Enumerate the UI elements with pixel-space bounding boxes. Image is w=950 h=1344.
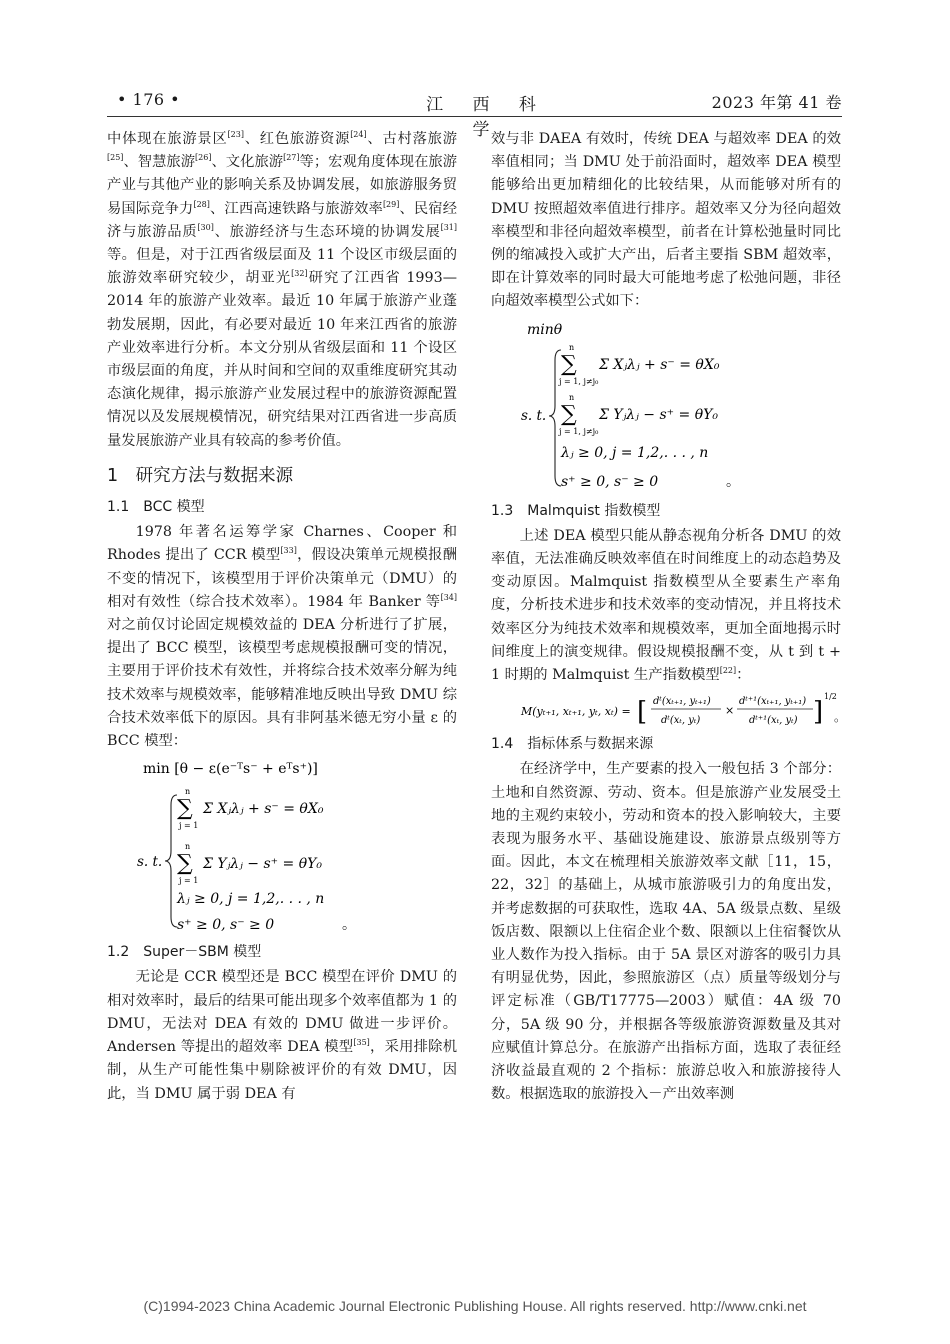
malm-exponent: 1/2 [824, 692, 837, 702]
left-column [107, 128, 457, 1106]
sbm-constraint-3: λⱼ ≥ 0, j = 1,2,. . . , n [561, 444, 709, 461]
citation[interactable]: [30] [197, 222, 214, 232]
malm-den-1: dᵗ(xₜ, yₜ) [661, 715, 701, 727]
citation[interactable]: [35] [353, 1038, 370, 1048]
bcc-objective: min [θ − ε(e⁻ᵀs⁻ + eᵀs⁺)] [143, 761, 318, 778]
citation[interactable]: [28] [193, 199, 210, 209]
citation[interactable]: [24] [350, 130, 367, 139]
sum-sign: ∑ [561, 351, 577, 377]
brace [549, 350, 561, 486]
right-column [491, 128, 847, 1107]
malm-num-2: dᵗ⁺¹(xₜ₊₁, yₜ₊₁) [739, 696, 807, 708]
eq-period: 。 [726, 473, 740, 490]
malm-num-1: dᵗ(xₜ₊₁, yₜ₊₁) [653, 696, 711, 708]
citation[interactable]: [27] [283, 153, 300, 163]
section-heading: 1 研究方法与数据来源 [107, 465, 294, 486]
citation[interactable]: [33] [280, 546, 297, 556]
eq-period: 。 [342, 917, 356, 934]
citation[interactable]: [31] [440, 222, 458, 232]
sbm-equation [491, 314, 841, 498]
times-sign: × [725, 704, 735, 718]
sum-lower: j = 1, j≠j₀ [559, 376, 599, 386]
bcc-constraint-3: λⱼ ≥ 0, j = 1,2,. . . , n [177, 891, 325, 908]
citation[interactable]: [25] [107, 153, 124, 163]
citation[interactable]: [23] [227, 130, 244, 139]
citation[interactable]: [22] [719, 666, 737, 676]
citation[interactable]: [29] [382, 199, 400, 209]
subsection-heading: 1.3 Malmquist 指数模型 [491, 502, 661, 519]
subsection-heading: 1.2 Super－SBM 模型 [107, 944, 262, 961]
citation[interactable]: [34] [440, 592, 457, 602]
intro-paragraph: 中体现在旅游景区[23]、红色旅游资源[24]、古村落旅游[25]、智慧旅游[26]、文化旅游[27]等；宏观角度体现在旅游产业与其他产业的影响关系及协调发展，如旅游服务贸易国际竞争力[28]、江西高速铁路与旅游效率[29]、民宿经济与旅游品质[30]、旅游经济与生态环境的协调发展[31]等。但是，对于江西省级层面及 11 个设区市级层面的旅游效率研究较少，胡亚光[32]研究了江西省 1993—2014 年的旅游产业效率。最近 10 年属于旅游产业蓬勃发展期，因此，有必要对最近 10 年来江西省的旅游产业效率进行分析。本文分别从省级层面和 11 个设区市级层面的角度，并从时间和空间的双重维度研究其动态演化规律，揭示旅游产业发展过程中的旅游资源配置情况以及发展规模情况，研究结果对江西省进一步高质量发展旅游产业具有较高的参考价值。 [107, 130, 458, 449]
sbm-constraint-2: Σ Yⱼλⱼ − s⁺ = θY₀ [599, 406, 718, 423]
st-label: s. t. [521, 407, 547, 424]
eq-period: 。 [834, 710, 847, 725]
issue-label: 2023 年第 41 卷 [711, 93, 842, 112]
sbm-constraint-1: Σ Xⱼλⱼ + s⁻ = θX₀ [599, 356, 720, 373]
subsection-heading: 1.1 BCC 模型 [107, 499, 205, 516]
bracket-left: [ [637, 697, 648, 728]
sum-upper: n [569, 392, 575, 402]
malm-den-2: dᵗ⁺¹(xₜ, yₜ) [749, 715, 798, 727]
st-label: s. t. [137, 854, 163, 871]
brace [165, 795, 177, 927]
sum-upper: n [569, 342, 575, 352]
bcc-constraint-4: s⁺ ≥ 0, s⁻ ≥ 0 [177, 917, 275, 934]
bcc-constraint-2: Σ Yⱼλⱼ − s⁺ = θY₀ [203, 856, 322, 873]
indicators-paragraph: 在经济学中，生产要素的投入一般包括 3 个部分：土地和自然资源、劳动、资本。但是旅游产业发展受土地的主观约束较小，劳动和资本的投入影响较大，主要表现为服务水平、基础设施建设、旅游景点级别等方面。因此，本文在梳理相关旅游效率文献［11，15，22，32］的基础上，从城市旅游吸引力的角度出发，并考虑数据的可获取性，选取 4A、5A 级景点数、星级饭店数、限额以上住宿企业个数、限额以上住宿餐饮从业人数作为投入指标。由于 5A 景区对游客的吸引力具有明显优势，因此，参照旅游区（点）质量等级划分与评定标准（GB/T17775—2003）赋值：4A 级 70 分，5A 级 90 分，并根据各等级旅游资源数量及其对应赋值计算总分。在旅游产出指标方面，选取了表征经济收益最直观的 2 个指标：旅游总收入和旅游接待人数。根据选取的旅游投入－产出效率测 [491, 761, 841, 1103]
bracket-right: ] [813, 697, 824, 728]
sum-upper: n [185, 787, 191, 797]
malm-lhs: M(yₜ₊₁, xₜ₊₁, yₜ, xₜ) = [521, 705, 631, 719]
sum-lower: j = 1, j≠j₀ [559, 426, 599, 436]
citation[interactable]: [32] [291, 269, 308, 279]
malmquist-equation [491, 687, 847, 731]
sum-sign: ∑ [177, 796, 193, 822]
sum-sign: ∑ [561, 401, 577, 427]
sbm-objective: minθ [527, 321, 563, 338]
bcc-equation [107, 753, 457, 939]
sum-upper: n [185, 842, 191, 852]
super-sbm-continued: 效与非 DAEA 有效时，传统 DEA 与超效率 DEA 的效率值相同；当 DMU 处于前沿面时，超效率 DEA 模型能够给出更加精细化的比较结果，从而能够对所有的 DMU 按照超效率值进行排序。超效率又分为径向超效率模型和非径向超效率模型，前者在计算松弛量时同比例的缩减投入或扩大产出，后者主要指 SBM 超效率，即在计算效率的同时最大可能地考虑了松弛问题，非径向超效率模型公式如下： [491, 131, 841, 310]
sbm-constraint-4: s⁺ ≥ 0, s⁻ ≥ 0 [561, 473, 659, 490]
sum-lower: j = 1 [179, 876, 199, 886]
bcc-paragraph: 1978 年著名运筹学家 Charnes、Cooper 和 Rhodes 提出了 CCR 模型[33]，假设决策单元规模报酬不变的情况下，该模型用于评价决策单元（DMU）的相对有效性（综合技术效率）。1984 年 Banker 等[34]对之前仅讨论固定规模效益的 DEA 分析进行了扩展，提出了 BCC 模型，该模型考虑规模报酬可变的情况，主要用于评价技术有效性，并将综合技术效率分解为纯技术效率与规模效率，能够精准地反映出导致 DMU 综合技术效率低下的原因。具有非阿基米德无穷小量 ε 的 BCC 模型： [107, 524, 457, 750]
subsection-heading: 1.4 指标体系与数据来源 [491, 736, 654, 753]
malmquist-paragraph: 上述 DEA 模型只能从静态视角分析各 DMU 的效率值，无法准确反映效率值在时间维度上的动态趋势及变动原因。Malmquist 指数模型从全要素生产率角度，分析技术进步和技术效率的变动情况，并且将技术效率区分为纯技术效率和规模效率，更加全面地揭示时间维度上的演变规律。假设规模报酬不变，从 t 到 t + 1 时期的 Malmquist 生产指数模型[22]： [491, 527, 841, 684]
sum-sign: ∑ [177, 851, 193, 877]
bcc-constraint-1: Σ Xⱼλⱼ + s⁻ = θX₀ [203, 801, 324, 818]
header-rule [107, 116, 842, 117]
sum-lower: j = 1 [179, 821, 199, 831]
super-sbm-paragraph: 无论是 CCR 模型还是 BCC 模型在评价 DMU 的相对效率时，最后的结果可能出现多个效率值都为 1 的 DMU，无法对 DEA 有效的 DMU 做进一步评价。Andersen 等提出的超效率 DEA 模型[35]，采用排除机制，从生产可能性集中剔除被评价的有效 DMU，因此，当 DMU 属于弱 DEA 有 [107, 969, 458, 1102]
citation[interactable]: [26] [195, 153, 212, 163]
copyright-footer: (C)1994-2023 China Academic Journal Electronic Publishing House. All rights reserved. http://www.cnki.net [143, 1298, 807, 1314]
page-number: • 176 • [117, 90, 181, 109]
journal-name: 江 西 科 学 [426, 95, 548, 140]
